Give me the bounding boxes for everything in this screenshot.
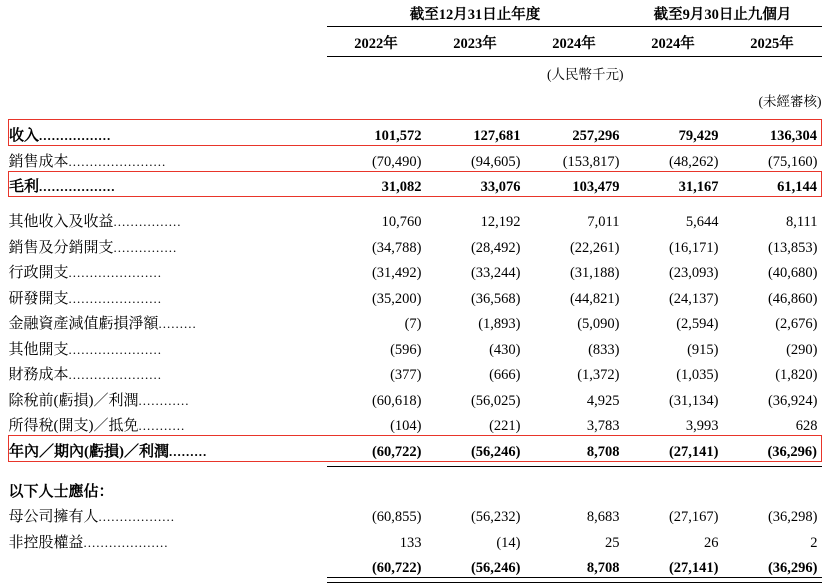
cell-rd-2024: (44,821) <box>569 290 620 307</box>
spacer-cell <box>9 197 822 206</box>
cell-at-2024: 8,708 <box>586 559 620 576</box>
cell-ae-2023: (33,244) <box>470 265 521 281</box>
cell-oe-2025i: (290) <box>786 341 818 358</box>
cell-op-2025i: (36,298) <box>767 509 818 525</box>
cell-fc-2022: (377) <box>390 367 422 383</box>
cell-revenue-2024: 257,296 <box>525 120 624 146</box>
label-text: 金融資產減值虧損淨額 <box>8 316 159 332</box>
label-text: 母公司擁有人 <box>8 509 99 525</box>
unaud-blank-1 <box>327 85 426 111</box>
header-year-2023: 2023年 <box>426 26 525 56</box>
table-row-other-expenses <box>9 333 822 359</box>
label-text: 銷售及分銷開支 <box>8 239 114 256</box>
cell-at-2023: (56,246) <box>470 559 521 576</box>
table-row-impairment-loss <box>9 308 822 334</box>
financial-table <box>8 0 822 583</box>
row-label-other-income <box>9 206 327 232</box>
cell-nc-2024: 25 <box>605 534 620 551</box>
row-label-non-controlling <box>9 526 327 552</box>
unit-blank-1 <box>327 56 426 85</box>
double-rule-6 <box>327 577 426 582</box>
cell-pl-2024: 8,708 <box>525 436 624 462</box>
cell-revenue-2023: 127,681 <box>426 120 525 146</box>
attr-blank-2 <box>426 475 525 501</box>
unit-blank-2 <box>426 56 525 85</box>
cell-op-2022: (60,855) <box>371 509 422 525</box>
cell-ae-2024: (31,188) <box>569 265 620 281</box>
attr-blank-5 <box>723 475 822 501</box>
leader-dots: .................... <box>83 534 169 550</box>
cell-pt-2023: (56,025) <box>470 392 521 409</box>
cell-gp-2024i: 31,167 <box>624 171 723 197</box>
rule-row-attr-total-bottom <box>9 577 822 582</box>
cell-gp-2024: 103,479 <box>525 171 624 197</box>
table-row-cost-of-sales <box>9 145 822 171</box>
cell-oe-2024i: (915) <box>687 341 719 358</box>
cell-se-2023: (28,492) <box>470 239 521 256</box>
leader-dots: ........... <box>138 418 186 433</box>
cell-nc-2022: 133 <box>399 534 422 551</box>
cell-oi-2024: 7,011 <box>587 214 620 230</box>
cell-se-2024: (22,261) <box>569 239 620 256</box>
label-text: 其他收入及收益 <box>8 214 114 230</box>
leader-dots: ................ <box>113 214 182 229</box>
cell-revenue-2024i: 79,429 <box>624 120 723 146</box>
table-row-attributable-heading <box>9 475 822 501</box>
cell-rd-2022: (35,200) <box>371 290 422 307</box>
unit-label: (人民幣千元) <box>547 66 624 82</box>
cell-fc-2024: (1,372) <box>577 367 620 383</box>
spacer-row-3 <box>9 466 822 475</box>
label-text: 收入 <box>9 127 40 144</box>
table-row-other-income <box>9 206 822 232</box>
row-label-owners-of-parent <box>9 501 327 527</box>
header-year-2025-interim: 2025年 <box>723 26 822 56</box>
header-unaudited-row <box>9 85 822 111</box>
cell-se-2022: (34,788) <box>371 239 422 256</box>
cell-im-2024: (5,090) <box>577 316 620 332</box>
spacer-cell <box>9 111 822 120</box>
cell-pt-2024: 4,925 <box>586 392 620 409</box>
attributable-heading: 以下人士應佔： <box>8 483 114 500</box>
label-text: 除稅前(虧損)／利潤 <box>8 392 139 409</box>
rule-spacer-6 <box>9 577 327 582</box>
attr-blank-1 <box>327 475 426 501</box>
spacer-row-2 <box>9 197 822 206</box>
row-label-gross-profit <box>9 171 327 197</box>
cell-pt-2025i: (36,924) <box>767 392 818 409</box>
header-year-2024-interim: 2024年 <box>624 26 723 56</box>
header-group-annual: 截至12月31日止年度 <box>327 0 624 26</box>
cell-im-2023: (1,893) <box>478 316 521 332</box>
cell-nc-2025i: 2 <box>810 534 818 551</box>
cell-tx-2023: (221) <box>489 418 521 434</box>
cell-op-2023: (56,232) <box>470 509 521 525</box>
cell-at-2025i: (36,296) <box>767 559 818 576</box>
cell-pt-2022: (60,618) <box>371 392 422 409</box>
label-text: 銷售成本 <box>8 153 69 170</box>
label-text: 年內／期內(虧損)／利潤 <box>9 443 169 460</box>
header-year-row <box>9 26 822 56</box>
cell-cos-2025i: (75,160) <box>767 153 818 170</box>
table-row-non-controlling <box>9 526 822 552</box>
cell-tx-2022: (104) <box>390 418 422 434</box>
cell-cos-2023: (94,605) <box>470 153 521 170</box>
cell-cos-2022: (70,490) <box>371 153 422 170</box>
spacer-row-1 <box>9 111 822 120</box>
leader-dots: .................. <box>98 509 176 524</box>
cell-pl-2022: (60,722) <box>327 436 426 462</box>
header-spacer <box>9 0 327 26</box>
label-text: 所得稅(開支)／抵免 <box>8 418 139 434</box>
row-label-income-tax <box>9 410 327 436</box>
leader-dots: ....................... <box>68 153 167 169</box>
leader-dots: .................. <box>39 179 116 194</box>
cell-gp-2025i: 61,144 <box>723 171 822 197</box>
cell-oi-2025i: 8,111 <box>785 214 818 230</box>
double-rule-7 <box>426 577 525 582</box>
cell-oi-2022: 10,760 <box>381 214 422 230</box>
attributable-total-label <box>9 552 327 578</box>
cell-pl-2023: (56,246) <box>426 436 525 462</box>
table-row-finance-costs <box>9 359 822 385</box>
table-row-revenue <box>9 120 822 146</box>
table-row-admin-expenses <box>9 257 822 283</box>
double-rule-10 <box>723 577 822 582</box>
cell-op-2024: 8,683 <box>586 509 620 525</box>
cell-tx-2025i: 628 <box>795 418 818 434</box>
header-group-interim: 截至9月30日止九個月 <box>624 0 822 26</box>
leader-dots: ............ <box>138 392 190 408</box>
table-row-rnd-expenses <box>9 282 822 308</box>
row-label-pretax-profit <box>9 384 327 410</box>
row-label-revenue <box>9 120 327 146</box>
row-label-impairment-loss <box>9 308 327 334</box>
unit-blank-4 <box>723 56 822 85</box>
cell-oe-2023: (430) <box>489 341 521 358</box>
cell-cos-2024: (153,817) <box>562 153 620 170</box>
cell-tx-2024: 3,783 <box>586 418 620 434</box>
row-label-rnd-expenses <box>9 282 327 308</box>
attr-blank-3 <box>525 475 624 501</box>
cell-cos-2024i: (48,262) <box>668 153 719 170</box>
label-text: 行政開支 <box>8 265 69 281</box>
cell-im-2022: (7) <box>404 316 422 332</box>
cell-gp-2022: 31,082 <box>327 171 426 197</box>
unaud-spacer <box>9 85 327 111</box>
table-row-gross-profit <box>9 171 822 197</box>
label-text: 研發開支 <box>8 290 69 307</box>
label-text: 財務成本 <box>8 367 69 383</box>
cell-ae-2024i: (23,093) <box>668 265 719 281</box>
header-unit-row <box>9 56 822 85</box>
cell-rd-2025i: (46,860) <box>767 290 818 307</box>
cell-rd-2023: (36,568) <box>470 290 521 307</box>
unit-spacer <box>9 56 327 85</box>
leader-dots: ................. <box>39 127 112 143</box>
cell-op-2024i: (27,167) <box>668 509 719 525</box>
leader-dots: ...................... <box>68 367 163 382</box>
leader-dots: ...................... <box>68 265 163 280</box>
row-label-other-expenses <box>9 333 327 359</box>
header-spacer-2 <box>9 26 327 56</box>
unaud-blank-3 <box>525 85 624 111</box>
table-row-profit-for-period <box>9 436 822 462</box>
cell-nc-2024i: 26 <box>704 534 719 551</box>
cell-ae-2022: (31,492) <box>371 265 422 281</box>
leader-dots: ............... <box>113 239 178 255</box>
cell-pt-2024i: (31,134) <box>668 392 719 409</box>
row-label-finance-costs <box>9 359 327 385</box>
cell-pl-2024i: (27,141) <box>624 436 723 462</box>
cell-im-2024i: (2,594) <box>676 316 719 332</box>
unaud-blank-2 <box>426 85 525 111</box>
cell-oi-2024i: 5,644 <box>685 214 719 230</box>
cell-at-2022: (60,722) <box>371 559 422 576</box>
leader-dots: ...................... <box>68 290 163 306</box>
leader-dots: ......... <box>158 316 197 331</box>
cell-im-2025i: (2,676) <box>775 316 818 332</box>
cell-gp-2023: 33,076 <box>426 171 525 197</box>
cell-fc-2025i: (1,820) <box>775 367 818 383</box>
double-rule-8 <box>525 577 624 582</box>
table-row-owners-of-parent <box>9 501 822 527</box>
cell-fc-2023: (666) <box>489 367 521 383</box>
row-label-selling-expenses <box>9 231 327 257</box>
unaudited-label: (未經審核) <box>758 93 822 109</box>
cell-pl-2025i: (36,296) <box>723 436 822 462</box>
row-label-profit-for-period <box>9 436 327 462</box>
cell-at-2024i: (27,141) <box>668 559 719 576</box>
cell-rd-2024i: (24,137) <box>668 290 719 307</box>
table-row-selling-expenses <box>9 231 822 257</box>
header-year-2024: 2024年 <box>525 26 624 56</box>
leader-dots: ......... <box>169 443 208 459</box>
table-row-attributable-total <box>9 552 822 578</box>
header-year-2022: 2022年 <box>327 26 426 56</box>
header-group-row <box>9 0 822 26</box>
attr-blank-4 <box>624 475 723 501</box>
cell-se-2025i: (13,853) <box>767 239 818 256</box>
cell-ae-2025i: (40,680) <box>767 265 818 281</box>
cell-tx-2024i: 3,993 <box>685 418 719 434</box>
label-text: 其他開支 <box>8 341 69 358</box>
leader-dots: ...................... <box>68 341 163 357</box>
cell-oe-2024: (833) <box>588 341 620 358</box>
cell-oi-2023: 12,192 <box>480 214 521 230</box>
label-text: 毛利 <box>9 179 40 195</box>
spacer-cell <box>9 466 822 475</box>
label-text: 非控股權益 <box>8 534 84 551</box>
unit-blank-3 <box>624 56 723 85</box>
row-label-cost-of-sales <box>9 145 327 171</box>
cell-nc-2023: (14) <box>496 534 521 551</box>
row-label-admin-expenses <box>9 257 327 283</box>
table-row-income-tax <box>9 410 822 436</box>
cell-fc-2024i: (1,035) <box>676 367 719 383</box>
double-rule-9 <box>624 577 723 582</box>
cell-oe-2022: (596) <box>390 341 422 358</box>
table-row-pretax-profit <box>9 384 822 410</box>
cell-revenue-2025i: 136,304 <box>723 120 822 146</box>
cell-se-2024i: (16,171) <box>668 239 719 256</box>
cell-revenue-2022: 101,572 <box>327 120 426 146</box>
